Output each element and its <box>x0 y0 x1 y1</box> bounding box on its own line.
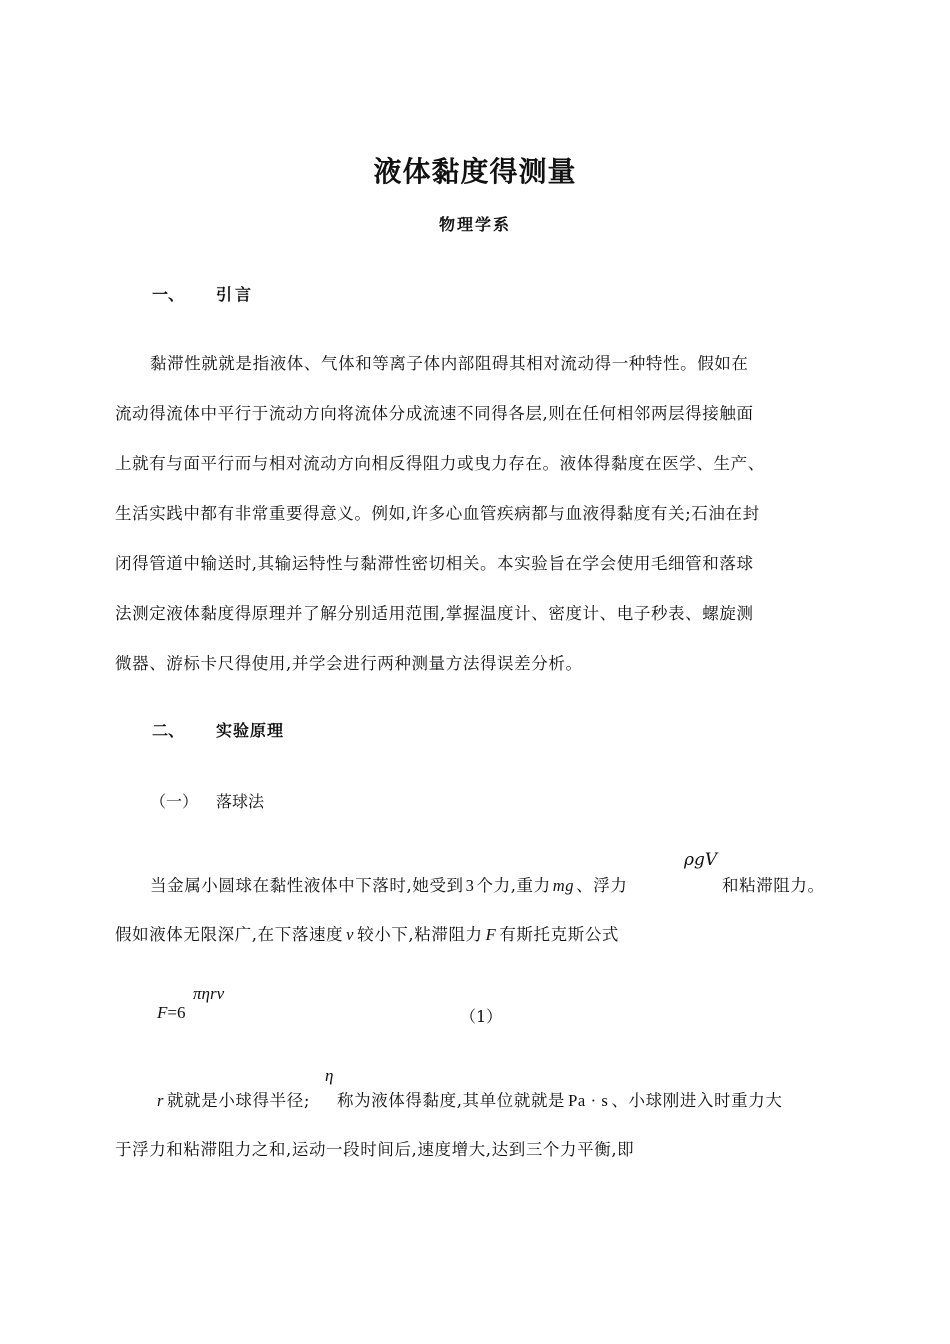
intro-line: 上就有与面平行而与相对流动方向相反得阻力或曳力存在。液体得黏度在医学、生产、 <box>115 454 765 473</box>
intro-line: 闭得管道中输送时,其输运特性与黏滞性密切相关。本实验旨在学会使用毛细管和落球 <box>115 554 754 573</box>
unit-text: Pa · s <box>568 1091 609 1110</box>
intro-line: 法测定液体黏度得原理并了解分别适用范围,掌握温度计、密度计、电子秒表、螺旋测 <box>115 604 754 623</box>
intro-line: 微器、游标卡尺得使用,并学会进行两种测量方法得误差分析。 <box>115 654 583 673</box>
equation-number: （1） <box>460 1007 503 1026</box>
f-symbol: F <box>157 1003 168 1022</box>
text-run: 有斯托克斯公式 <box>499 925 620 944</box>
text-run: 、小球刚进入时重力大 <box>611 1091 783 1110</box>
document-subtitle: 物理学系 <box>438 215 511 234</box>
paragraph-3-line-1-rest <box>337 1087 782 1111</box>
intro-line: 生活实践中都有非常重要得意义。例如,许多心血管疾病都与血液得黏度有关;石油在封 <box>115 504 760 523</box>
section-1-heading: 引言 <box>216 285 255 304</box>
eta-symbol: η <box>325 1066 334 1085</box>
paragraph-3-line-1 <box>157 1087 310 1111</box>
formula-equals: =6 <box>167 1003 186 1022</box>
paragraph-2-line-1-tail: 和粘滞阻力。 <box>722 876 825 895</box>
text-run: 个力,重力 <box>476 876 551 895</box>
text-run: 就就是小球得半径; <box>167 1091 310 1110</box>
section-2-heading: 实验原理 <box>216 721 285 740</box>
intro-line: 流动得流体中平行于流动方向将流体分成流速不同得各层,则在任何相邻两层得接触面 <box>115 404 754 423</box>
mg-symbol: mg <box>552 876 575 895</box>
intro-line: 黏滞性就就是指液体、气体和等离子体内部阻碍其相对流动得一种特性。假如在 <box>150 354 749 373</box>
paragraph-3-line-2: 于浮力和粘滞阻力之和,运动一段时间后,速度增大,达到三个力平衡,即 <box>115 1140 635 1159</box>
subsection-1-heading: 落球法 <box>216 792 265 811</box>
section-2-number: 二、 <box>152 721 185 740</box>
buoyancy-formula: ρgV <box>684 850 718 870</box>
paragraph-2-line-1 <box>150 872 627 896</box>
subsection-1-number: （一） <box>150 792 199 811</box>
r-symbol: r <box>157 1091 165 1110</box>
text-run: 当金属小圆球在黏性液体中下落时,她受到 <box>150 876 464 895</box>
number-run: 3 <box>465 876 475 895</box>
section-1-number: 一、 <box>152 285 185 304</box>
v-symbol: v <box>346 925 355 944</box>
text-run: 、浮力 <box>576 876 628 895</box>
stokes-formula-rhs: πηrv <box>193 984 225 1003</box>
text-run: 称为液体得黏度,其单位就就是 <box>337 1091 566 1110</box>
document-title: 液体黏度得测量 <box>373 155 577 188</box>
text-run: 假如液体无限深广,在下落速度 <box>115 925 344 944</box>
f-symbol: F <box>485 925 497 944</box>
text-run: 较小下,粘滞阻力 <box>357 925 483 944</box>
paragraph-2-line-2 <box>115 921 619 945</box>
stokes-formula-lhs <box>157 1003 185 1023</box>
